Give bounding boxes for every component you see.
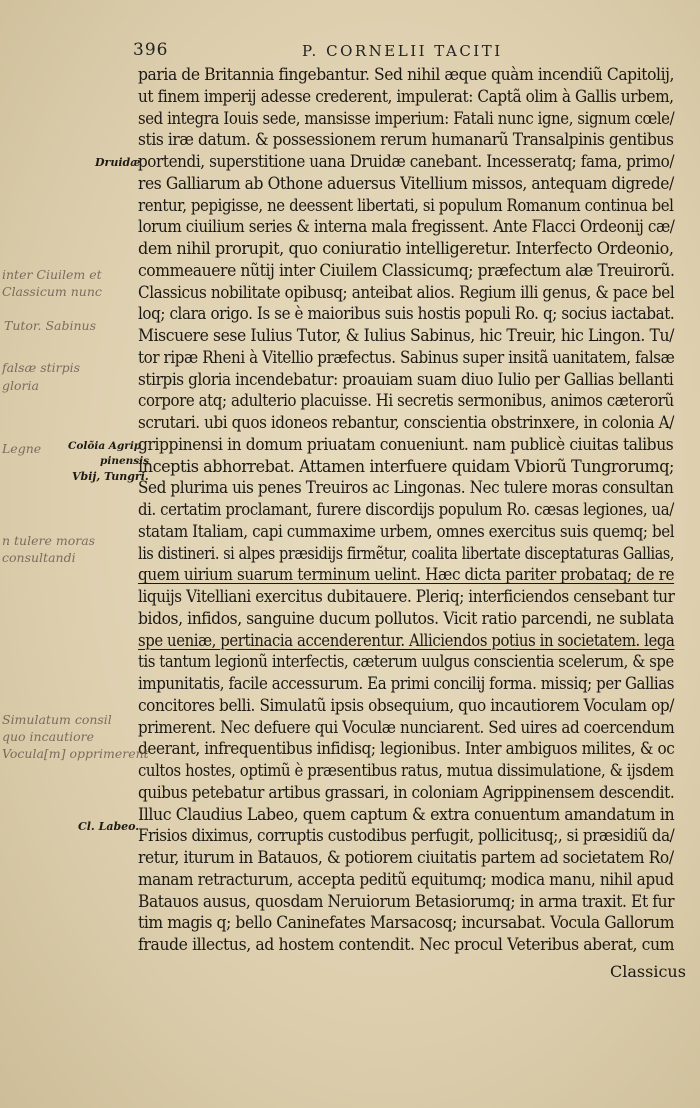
text-line: deerant, infrequentibus infidisq; legionibus. Inter ambiguos milites, & oc	[138, 739, 675, 759]
handnote-a1: inter Ciuilem et	[2, 267, 102, 282]
text-line: ut finem imperij adesse crederent, impulerat: Captã olim à Gallis urbem,	[138, 86, 674, 106]
handnote-d1: Legne	[2, 441, 42, 456]
text-line: di. certatim proclamant, furere discordijs populum Ro. cæsas legiones, ua/	[138, 500, 674, 519]
text-line: stis iræ datum. & possessionem rerum humanarũ Transalpinis gentibus	[138, 130, 674, 150]
text-line: bidos, infidos, sanguine ducum pollutos. Vicit ratio parcendi, ne sublata	[138, 608, 674, 628]
text-line: scrutari. ubi quos idoneos rebantur, conscientia obstrinxere, in colonia A/	[138, 413, 674, 432]
text-line: quem uirium suarum terminum uelint. Hæc dicta pariter probataq; de re	[138, 565, 675, 585]
text-line: lorum ciuilium series & interna mala fregissent. Ante Flacci Ordeonij cæ/	[138, 217, 675, 237]
text-line: tis tantum legionũ interfectis, cæterum uulgus conscientia scelerum, & spe	[138, 652, 674, 672]
text-line: Batauos ausus, quosdam Neruiorum Betasiorumq; in arma traxit. Et fur	[138, 891, 675, 911]
handnote-f1: Simulatum consil	[2, 712, 112, 727]
handnote-e1: n tulere moras	[2, 533, 96, 548]
text-line: dem nihil prorupit, quo coniuratio intelligeretur. Interfecto Ordeonio,	[138, 239, 674, 258]
text-line: portendi, superstitione uana Druidæ canebant. Incesseratq; fama, primo/	[138, 152, 675, 171]
text-line: spe ueniæ, pertinacia accenderentur. Alliciendos potius in societatem. lega	[138, 630, 675, 650]
text-line: commeauere nũtij inter Ciuilem Classicumq; præfectum alæ Treuirorũ.	[138, 260, 675, 280]
sidenote-labeo: Cl. Labeo.	[78, 820, 140, 833]
text-line: grippinensi in domum priuatam conueniunt. nam publicè ciuitas talibus	[138, 434, 674, 454]
catchword: Classicus	[610, 962, 686, 981]
text-line: liquijs Vitelliani exercitus dubitauere. Pleriq; interficiendos censebant tur	[138, 587, 675, 606]
text-line: fraude illectus, ad hostem contendit. Nec procul Veteribus aberat, cum	[138, 935, 675, 954]
handnote-e2: consultandi	[2, 550, 76, 565]
text-line: manam retracturum, accepta peditũ equitumq; modica manu, nihil apud	[138, 869, 674, 889]
text-line: cultos hostes, optimũ è præsentibus ratus, mutua dissimulatione, & ijsdem	[138, 761, 674, 780]
text-line: paria de Britannia fingebantur. Sed nihil æque quàm incendiũ Capitolij,	[138, 65, 675, 84]
handnote-b1: Tutor. Sabinus	[4, 318, 97, 333]
text-line: Classicus nobilitate opibusq; anteibat alios. Regium illi genus, & pace bel	[138, 282, 675, 302]
text-line: lis distineri. si alpes præsidijs firmẽtur, coalita libertate disceptaturas Gallias,	[138, 543, 675, 563]
text-line: quibus petebatur artibus grassari, in coloniam Agrippinensem descendit.	[138, 782, 675, 802]
sidenote-ubii: Vbij, Tungri.	[72, 470, 149, 483]
sidenote-colonia-line2: pinensis	[100, 455, 150, 467]
handnote-f3: Vocula[m] opprimerent	[2, 746, 149, 761]
text-line: primerent. Nec defuere qui Voculæ nunciarent. Sed uires ad coercendum	[138, 717, 675, 737]
text-line: res Galliarum ab Othone aduersus Vitellium missos, antequam digrede/	[138, 173, 674, 193]
text-line: statam Italiam, capi cummaxime urbem, omnes exercitus suis quemq; bel	[138, 521, 675, 541]
page-number: 396	[133, 40, 169, 60]
text-line: Illuc Claudius Labeo, quem captum & extra conuentum amandatum in	[138, 804, 675, 824]
text-line: retur, iturum in Batauos, & potiorem ciuitatis partem ad societatem Ro/	[138, 848, 674, 867]
handnote-c2: gloria	[2, 378, 39, 393]
sidenote-druidae: Druidæ	[95, 156, 141, 169]
handnote-c1: falsæ stirpis	[2, 360, 81, 375]
text-line: loq; clara origo. Is se è maioribus suis hostis populi Ro. q; socius iactabat.	[138, 304, 675, 324]
handnote-f2: quo incautiore	[2, 729, 95, 744]
text-line: corpore atq; adulterio placuisse. Hi secretis sermonibus, animos cæterorũ	[138, 391, 674, 411]
text-line: tor ripæ Rheni à Vitellio præfectus. Sabinus super insitã uanitatem, falsæ	[138, 347, 675, 367]
text-line: concitores belli. Simulatũ ipsis obsequium, quo incautiorem Voculam op/	[138, 695, 675, 715]
text-line: inceptis abhorrebat. Attamen interfuere quidam Vbiorũ Tungrorumq;	[138, 456, 675, 476]
handnote-a2: Classicum nunc	[2, 284, 102, 299]
text-line: stirpis gloria incendebatur: proauiam suam diuo Iulio per Gallias bellanti	[138, 369, 674, 389]
running-head: P. CORNELII TACITI	[302, 42, 503, 60]
text-line: Sed plurima uis penes Treuiros ac Lingonas. Nec tulere moras consultan	[138, 478, 674, 498]
text-line: impunitatis, facile accessurum. Ea primi concilij forma. missiq; per Gallias	[138, 674, 675, 693]
text-line: Frisios diximus, corruptis custodibus perfugit, pollicitusq;, si præsidiũ da/	[138, 826, 675, 846]
text-line: Miscuere sese Iulius Tutor, & Iulius Sabinus, hic Treuir, hic Lingon. Tu/	[138, 326, 674, 345]
text-line: rentur, pepigisse, ne deessent libertati, si populum Romanum continua bel	[138, 195, 674, 215]
text-line: tim magis q; bello Caninefates Marsacosq; incursabat. Vocula Gallorum	[138, 913, 675, 933]
sidenote-colonia-line1: Colõia Agrip	[68, 440, 142, 452]
text-line: sed integra Iouis sede, mansisse imperium: Fatali nunc igne, signum cœle/	[138, 108, 675, 128]
